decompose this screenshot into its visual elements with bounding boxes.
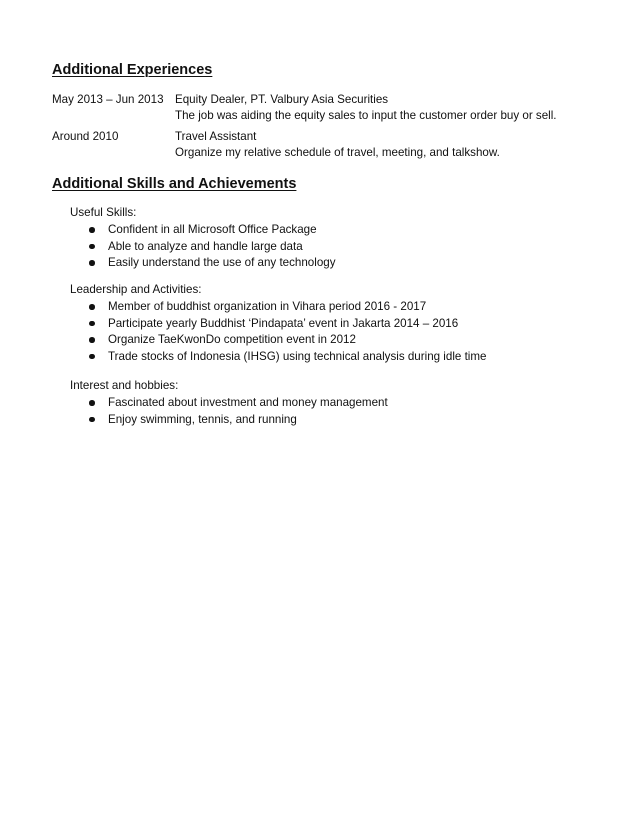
bullet-icon xyxy=(89,417,95,423)
experience-period: Around 2010 xyxy=(52,130,119,143)
bullet-icon xyxy=(89,260,95,266)
experience-title: Equity Dealer, PT. Valbury Asia Securities xyxy=(175,93,389,106)
list-item-text: Confident in all Microsoft Office Package xyxy=(108,223,317,236)
experience-title: Travel Assistant xyxy=(175,130,257,143)
bullet-list xyxy=(70,299,590,365)
bullet-list xyxy=(70,222,590,272)
list-item-text: Able to analyze and handle large data xyxy=(108,239,303,253)
list-item-text: Participate yearly Buddhist ‘Pindapata’ event in Jakarta 2014 – 2016 xyxy=(108,316,459,330)
experience-entry xyxy=(52,129,612,163)
list-item-text: Fascinated about investment and money management xyxy=(108,396,388,409)
list-item xyxy=(70,412,590,429)
list-item xyxy=(70,255,590,272)
list-item xyxy=(70,239,590,256)
list-item-text: Easily understand the use of any technology xyxy=(108,256,336,269)
bullet-icon xyxy=(89,227,95,233)
bullet-icon xyxy=(89,304,95,310)
list-item xyxy=(70,395,590,412)
list-item-text: Trade stocks of Indonesia (IHSG) using technical analysis during idle time xyxy=(108,349,487,363)
bullet-icon xyxy=(89,400,95,406)
list-item xyxy=(70,299,590,316)
bullet-icon xyxy=(89,337,95,343)
list-item xyxy=(70,349,590,366)
skills-group-leadership xyxy=(70,282,590,365)
group-title: Interest and hobbies: xyxy=(70,379,179,392)
experience-period: May 2013 – Jun 2013 xyxy=(52,93,164,106)
bullet-list xyxy=(70,395,590,428)
group-title: Useful Skills: xyxy=(70,206,137,219)
list-item xyxy=(70,316,590,333)
bullet-icon xyxy=(89,244,95,250)
bullet-icon xyxy=(89,321,95,327)
experience-detail xyxy=(175,129,500,161)
group-title: Leadership and Activities: xyxy=(70,283,202,296)
skills-group-useful xyxy=(70,205,590,272)
skills-group-interests xyxy=(70,378,590,428)
list-item-text: Organize TaeKwonDo competition event in 2012 xyxy=(108,333,356,346)
experience-entry xyxy=(52,92,612,126)
experiences-heading: Additional Experiences xyxy=(52,62,213,78)
list-item-text: Enjoy swimming, tennis, and running xyxy=(108,412,297,426)
bullet-icon xyxy=(89,354,95,360)
experience-description: The job was aiding the equity sales to input the customer order buy or sell. xyxy=(175,109,557,122)
list-item-text: Member of buddhist organization in Vihara period 2016 - 2017 xyxy=(108,300,427,313)
experience-detail xyxy=(175,92,557,124)
experience-description: Organize my relative schedule of travel, meeting, and talkshow. xyxy=(175,146,500,159)
skills-heading: Additional Skills and Achievements xyxy=(52,176,297,192)
list-item xyxy=(70,222,590,239)
list-item xyxy=(70,332,590,349)
